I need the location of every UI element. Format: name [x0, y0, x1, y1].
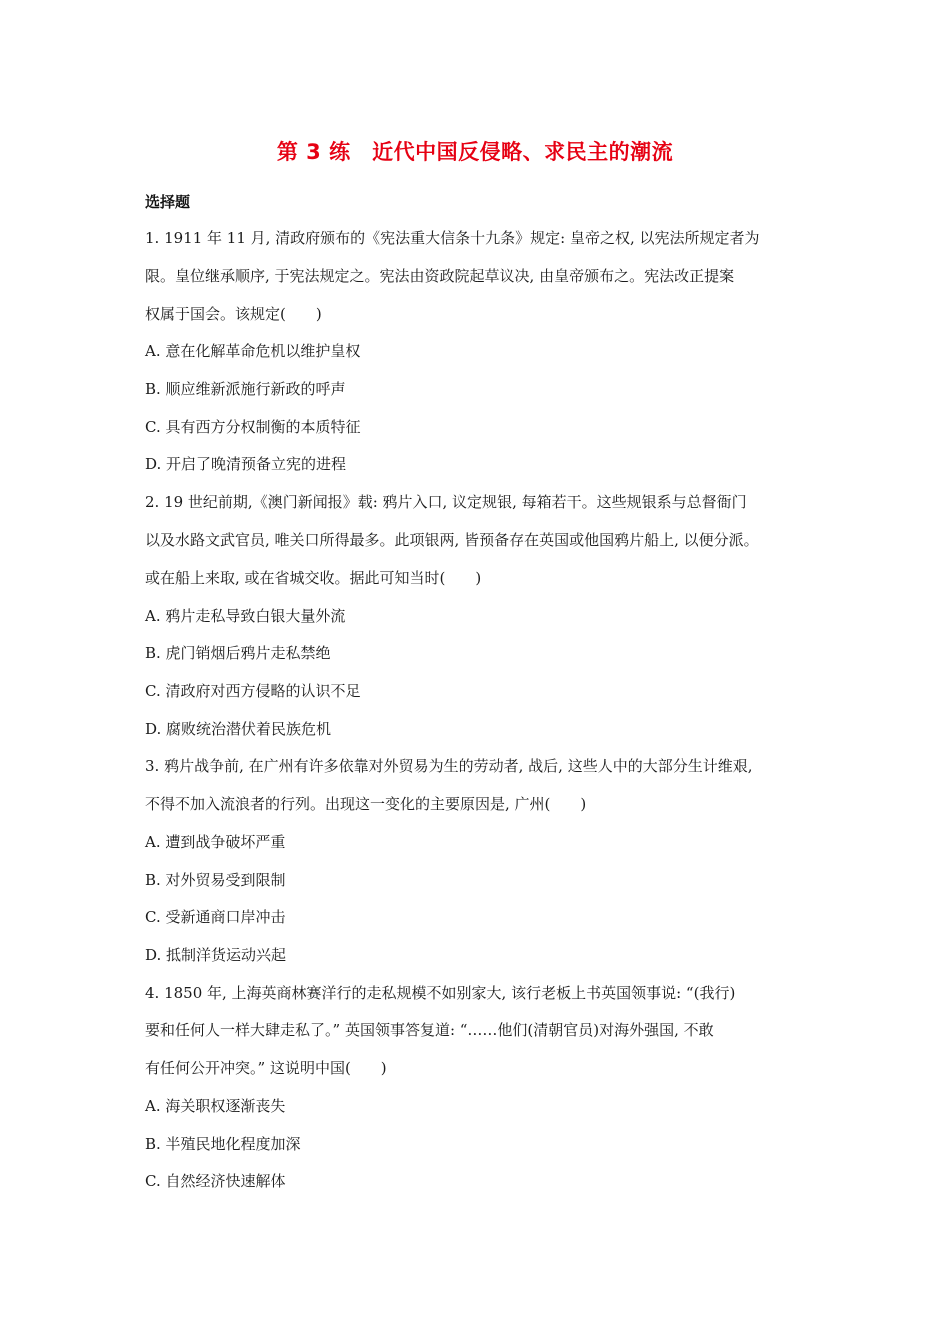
- question-1-line-3: 权属于国会。该规定( ): [145, 304, 322, 323]
- question-3-line-1: 3. 鸦片战争前, 在广州有许多依靠对外贸易为生的劳动者, 战后, 这些人中的大部分生计维艰,: [145, 757, 753, 776]
- question-2-option-b: B. 虎门销烟后鸦片走私禁绝: [145, 644, 331, 663]
- question-2-option-c: C. 清政府对西方侵略的认识不足: [145, 681, 361, 700]
- question-3-option-a: A. 遭到战争破坏严重: [145, 832, 286, 851]
- question-list: [145, 226, 815, 1207]
- question-2-option-d: D. 腐败统治潜伏着民族危机: [145, 719, 332, 738]
- question-1-line-2: 限。皇位继承顺序, 于宪法规定之。宪法由资政院起草议决, 由皇帝颁布之。宪法改正提案: [145, 266, 735, 285]
- question-1-option-b: B. 顺应维新派施行新政的呼声: [145, 380, 346, 399]
- question-1-line-1: 1. 1911 年 11 月, 清政府颁布的《宪法重大信条十九条》规定: 皇帝之权, 以宪法所规定者为: [145, 229, 760, 247]
- question-2-line-2: 以及水路文武官员, 唯关口所得最多。此项银两, 皆预备存在英国或他国鸦片船上, 以便分派。: [145, 530, 759, 549]
- question-2-option-a: A. 鸦片走私导致白银大量外流: [145, 606, 346, 625]
- page-title: 第 3 练 近代中国反侵略、求民主的潮流: [276, 140, 674, 164]
- question-3: [145, 754, 815, 980]
- question-1-option-a: A. 意在化解革命危机以维护皇权: [145, 342, 361, 361]
- question-4-option-b: B. 半殖民地化程度加深: [145, 1134, 301, 1153]
- question-2: [145, 490, 815, 754]
- question-3-option-d: D. 抵制洋货运动兴起: [145, 945, 287, 964]
- question-4-option-c: C. 自然经济快速解体: [145, 1172, 286, 1191]
- question-3-line-2: 不得不加入流浪者的行列。出现这一变化的主要原因是, 广州( ): [145, 795, 587, 814]
- question-2-line-3: 或在船上来取, 或在省城交收。据此可知当时( ): [145, 568, 482, 587]
- question-4-line-3: 有任何公开冲突。” 这说明中国( ): [145, 1059, 387, 1078]
- question-1: [145, 226, 815, 490]
- question-3-option-c: C. 受新通商口岸冲击: [145, 908, 286, 927]
- question-4: [145, 981, 815, 1207]
- question-4-line-2: 要和任何人一样大肆走私了。” 英国领事答复道: “……他们(清朝官员)对海外强国, 不敢: [145, 1021, 714, 1040]
- question-1-option-c: C. 具有西方分权制衡的本质特征: [145, 417, 361, 436]
- question-4-line-1: 4. 1850 年, 上海英商林赛洋行的走私规模不如别家大, 该行老板上书英国领事说: “(我行): [145, 983, 736, 1002]
- section-heading: 选择题: [145, 193, 191, 211]
- question-3-option-b: B. 对外贸易受到限制: [145, 870, 286, 889]
- question-4-option-a: A. 海关职权逐渐丧失: [145, 1097, 286, 1116]
- question-1-option-d: D. 开启了晚清预备立宪的进程: [145, 455, 347, 474]
- question-2-line-1: 2. 19 世纪前期,《澳门新闻报》载: 鸦片入口, 议定规银, 每箱若干。这些规银系与总督衙门: [145, 493, 747, 512]
